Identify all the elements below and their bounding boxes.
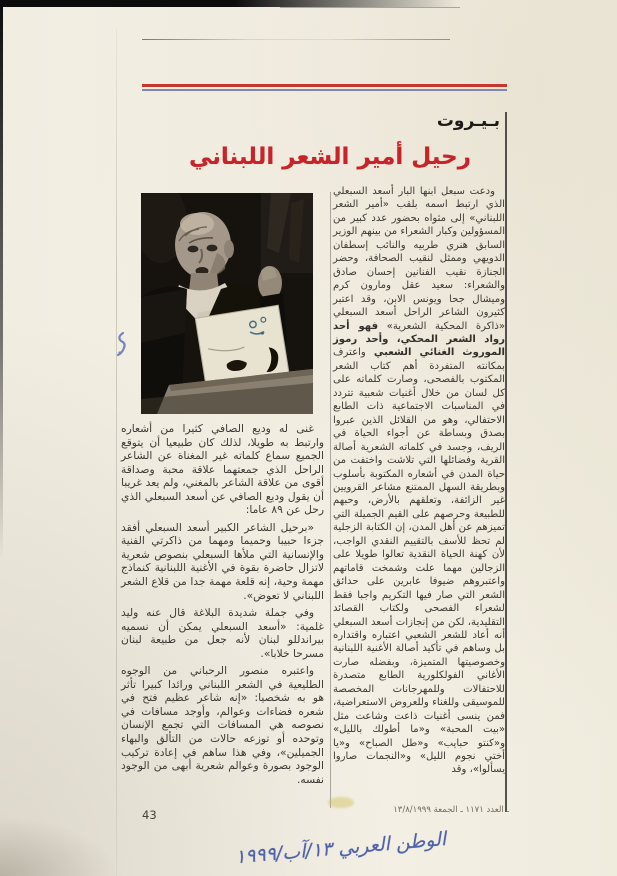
footer-issue-date-line: ـ العدد ١١٧١ ـ الجمعة ١٣/٨/١٩٩٩	[393, 805, 509, 815]
header-thin-rule	[142, 39, 450, 40]
article-lead-paragraph	[333, 185, 505, 777]
article-right-border-rule	[505, 112, 507, 812]
page-top-edge-line	[280, 7, 460, 8]
page-number: 43	[142, 808, 157, 822]
section-rule-red	[142, 84, 507, 87]
paragraph-wadih-safi: غنى له وديع الصافي كثيرا من أشعاره وارتبط به طويلا، لذلك كان طبيعيا أن يتوقع الجميع سماع كلماته غير المغناة عن الشاعر الراحل الذي جمعتهما علاقة محبة وصداقة أقوى من علاقة الشاعر بالمغني، ولم يعد غريبا أن يقول وديع الصافي عن أسعد السبعلي الذي رحل عن ٨٩ عاما:	[121, 422, 324, 517]
poet-photo-graphic	[141, 193, 313, 414]
body-text: واعترف بمكانته المتفردة أهم كتاب الشعر المكتوب بالفصحى، وصارت كلماته على كل لسان من خلال أغنيات شعبية تتردد في المناسبات الاجتماعية ذات الطابع الاحتفالي، وهو من القلائل الذين عبروا بصدق وبساطة عن أجواء الحياة في الريف، وجسد في كلماته الشعرية أصالة القرية وفضائلها التي تلاشت واختفت من حياة المدن في أشعاره المكتوبة بأسلوب وبطريقة السهل الممتنع مشاعر القرويين غير الزائفة، وتعلقهم بالأرض، وحبهم للطبيعة وحرصهم على القيم الجميلة التي تميزهم عن أهل المدن، إن الكتابة الزجلية لم تحظ للأسف بالتقييم النقدي الواجب، لأن كهنة الحياة النقدية تعالوا طويلا على الزجالين مهما علت وشمخت قاماتهم واعتبروهم ضيوفا عابرين على حدائق الشعر التي صار فيها التكريم واجبا فقط لشعراء الفصحى ولكتاب القصائد التقليدية، لكن من إنجازات أسعد السبعلي أنه أعاد للشعر الشعبي اعتباره واقتداره بل وساهم في تأكيد أصالة الأغنية اللبنانية وخصوصيتها المتميزة، وبفضله صارت الأغاني الفولكلورية الطابع متصدرة للاحتفالات وللمهرجانات المخصصة للموسيقى وللغناء وللعروض الاستعراضية، فمن ينسى أغنيات ذاعت وشاعت مثل «بيت المحبة» و«ما أطولك بالليل» و«كنتو حبايب» و«طل الصباح» و«يا أختي نجوم الليل» و«النجمات صاروا يسألوا»، وقد	[333, 347, 505, 776]
page-corner-shadow	[0, 816, 120, 876]
blue-ink-mark-graphic	[115, 331, 129, 357]
article-column-right	[333, 185, 505, 807]
yellow-ink-smudge	[328, 797, 354, 808]
emphasized-text: فهو أحد رواد الشعر المحكي، وأحد رموز الموروث الغنائي الشعبي	[333, 320, 505, 359]
section-rule-blue	[142, 89, 507, 91]
column-divider-rule	[330, 192, 331, 808]
lead-text: ودعت سبعل ابنها البار أسعد السبعلي الذي ارتبط اسمه بلقب «أمير الشعر اللبناني» إلى مثواه بحضور عدد كبير من المسؤولين وكبار الشعراء من بينهم الوزير السابق هنري طربيه والنائب إسطفان الدويهي وممثل لنقيب الصحافة، وحضر الجنازة نقيب الفنانين إحسان صادق والشعراء: سعيد عقل ومارون كرم وميشال جحا ويونس الابن، وقد اعتبر كثيرون الشاعر الراحل أسعد السبعلي «ذاكرة المحكية الشعرية»	[333, 186, 505, 332]
paragraph-walid-gholmieh: وفي جملة شديدة البلاغة قال عنه وليد غلمية: «أسعد السبعلي يمكن أن نسميه بيراندللو لبنان لأنه جعل من طبيعة لبنان مسرحا خلابا».	[121, 606, 324, 660]
handwritten-source-note: الوطن العربي ١٣/آب/١٩٩٩	[234, 828, 447, 869]
paragraph-mansour-rahbani: واعتبره منصور الرحباني من الوجوه الطليعية في الشعر اللبناني ورائدا كبيرا تأثر هو به شخصيا: «إنه شاعر عظيم فتح في شعره فضاءات وعوالم، وأوجد مسافات في نصوصه هي المسافات التي تجمع الإنسان وتوحده أو توزعه حالات من التألق والبهاء الجميلين»، وفي هذا ساهم في إعادة تركيب الوجود بصورة وعوالم شعرية أبهى من الوجود نفسه.	[121, 664, 324, 786]
article-column-left	[121, 422, 324, 794]
scanner-left-edge	[0, 0, 3, 560]
paragraph-quote-wadih: «برحيل الشاعر الكبير أسعد السبعلي أفقد جزءا حبيبا وحميما ومهما من ذاكرتي الفنية والإنسانية التي ملأها السبعلي بنصوص شعرية لاتزال حاضرة بقوة في الأغنية اللبنانية كنماذج مهمة وحية، إنه قلعة مهمة جدا من قلاع الشعر اللبناني لا تعوض».	[121, 520, 324, 602]
section-kicker-beirut: بـيـروت	[436, 111, 500, 131]
poet-photo	[141, 193, 313, 414]
blue-ink-mark	[115, 331, 129, 357]
scanner-top-edge	[0, 0, 617, 7]
page-fold-line	[116, 28, 117, 876]
article-headline: رحيل أمير الشعر اللبناني	[188, 144, 472, 170]
